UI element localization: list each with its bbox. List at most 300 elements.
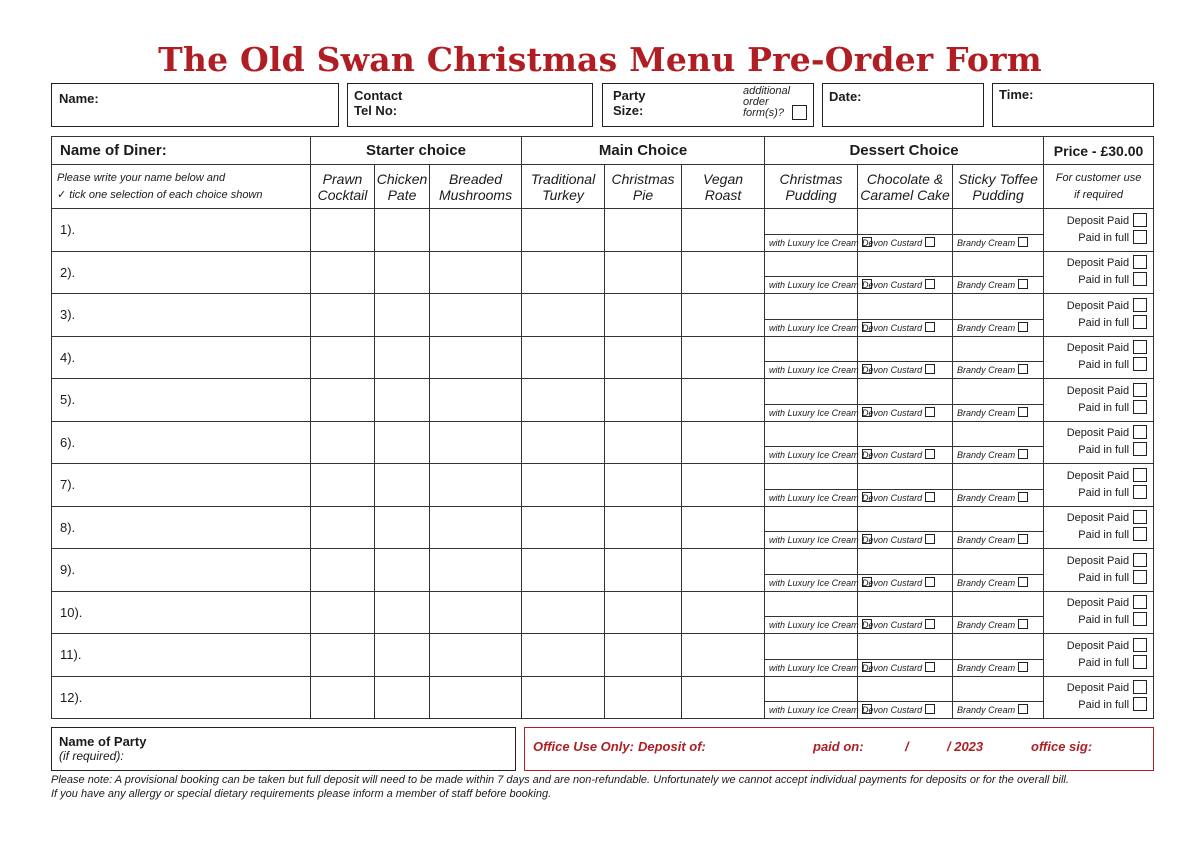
- choice-sticky-toffee-pudding-cell[interactable]: [953, 294, 1044, 337]
- name-instructions-line2: ✓ tick one selection of each choice shown: [57, 188, 263, 201]
- choice-sticky-toffee-pudding-cell[interactable]: [953, 336, 1044, 379]
- choice-chicken-pate-cell[interactable]: [375, 209, 430, 252]
- footnote: [51, 773, 1161, 801]
- choice-vegan-roast-cell[interactable]: [682, 209, 765, 252]
- party-size-field[interactable]: [602, 83, 814, 127]
- paid-on-label: paid on:: [813, 739, 864, 754]
- choice-traditional-turkey-cell[interactable]: [522, 464, 605, 507]
- row-number: 6).: [60, 434, 76, 450]
- choice-sticky-toffee-pudding-cell[interactable]: [953, 506, 1044, 549]
- choice-vegan-roast-cell[interactable]: [682, 336, 765, 379]
- forms-label: form(s)?: [743, 107, 784, 119]
- choice-breaded-mushrooms-cell[interactable]: [430, 209, 522, 252]
- dessert-option-label: Brandy Cream: [957, 365, 1016, 375]
- dessert-option: [765, 659, 857, 676]
- deposit-paid-label: Deposit Paid: [1066, 512, 1130, 525]
- choice-chicken-pate-cell[interactable]: [375, 464, 430, 507]
- dessert-option: [858, 531, 952, 548]
- dessert-option-checkbox[interactable]: [1018, 662, 1028, 672]
- deposit-paid-checkbox[interactable]: [1133, 383, 1147, 397]
- dessert-option: [953, 659, 1043, 676]
- office-sig-label: office sig:: [1031, 739, 1093, 754]
- choice-christmas-pudding-cell[interactable]: [765, 336, 858, 379]
- deposit-paid-label: Deposit Paid: [1066, 469, 1130, 482]
- row-number: 3).: [60, 307, 76, 323]
- choice-prawn-cocktail-cell[interactable]: [311, 294, 375, 337]
- choice-breaded-mushrooms-cell[interactable]: [430, 676, 522, 719]
- choice-christmas-pudding-cell[interactable]: [765, 464, 858, 507]
- order-label: order: [743, 96, 769, 108]
- choice-chicken-pate-cell[interactable]: [375, 591, 430, 634]
- table-row: [52, 591, 1154, 634]
- choice-christmas-pie-cell[interactable]: [605, 549, 682, 592]
- choice-traditional-turkey-cell[interactable]: [522, 251, 605, 294]
- table-row: [52, 209, 1154, 252]
- dessert-option-label: Devon Custard: [862, 577, 923, 588]
- main-traditional-turkey: Traditional Turkey: [522, 165, 605, 209]
- dessert-option: [765, 574, 857, 591]
- diner-name-cell[interactable]: [52, 591, 311, 634]
- dessert-option-checkbox[interactable]: [1018, 704, 1028, 714]
- choice-chocolate-caramel-cake-cell[interactable]: [858, 464, 953, 507]
- choice-sticky-toffee-pudding-cell[interactable]: [953, 676, 1044, 719]
- deposit-of-label: Deposit of:: [638, 739, 706, 754]
- diner-name-cell[interactable]: [52, 209, 311, 252]
- deposit-paid-checkbox[interactable]: [1133, 468, 1147, 482]
- paid-in-full-checkbox[interactable]: [1133, 442, 1147, 456]
- row-number: 8).: [60, 519, 76, 535]
- deposit-paid-label: Deposit Paid: [1066, 554, 1130, 567]
- payment-cell: [1044, 421, 1154, 464]
- dessert-option-label: with Luxury Ice Cream: [769, 450, 859, 460]
- choice-traditional-turkey-cell[interactable]: [522, 676, 605, 719]
- choice-chicken-pate-cell[interactable]: [375, 251, 430, 294]
- dessert-option-label: with Luxury Ice Cream: [769, 365, 859, 375]
- dessert-option: [858, 616, 952, 633]
- main-christmas-pie: Christmas Pie: [605, 165, 682, 209]
- choice-breaded-mushrooms-cell[interactable]: [430, 251, 522, 294]
- choice-traditional-turkey-cell[interactable]: [522, 379, 605, 422]
- choice-sticky-toffee-pudding-cell[interactable]: [953, 464, 1044, 507]
- dessert-option: [858, 489, 952, 506]
- dessert-option-label: with Luxury Ice Cream: [769, 322, 859, 333]
- choice-prawn-cocktail-cell[interactable]: [311, 251, 375, 294]
- dessert-option: [858, 404, 952, 421]
- row-number: 11).: [60, 647, 82, 663]
- time-field[interactable]: [992, 83, 1154, 127]
- choice-christmas-pudding-cell[interactable]: [765, 251, 858, 294]
- dessert-option-checkbox[interactable]: [1018, 407, 1028, 417]
- dessert-option-label: Brandy Cream: [957, 620, 1016, 630]
- choice-sticky-toffee-pudding-cell[interactable]: [953, 591, 1044, 634]
- date-field[interactable]: [822, 83, 984, 127]
- name-instructions-line1: Please write your name below and: [57, 171, 226, 184]
- dessert-option-label: Brandy Cream: [957, 577, 1016, 588]
- paid-in-full-checkbox[interactable]: [1133, 230, 1147, 244]
- starter-chicken-pate: Chicken Pate: [375, 165, 430, 209]
- dessert-option: [858, 276, 952, 293]
- choice-vegan-roast-cell[interactable]: [682, 294, 765, 337]
- dessert-option: [765, 616, 857, 633]
- dessert-option-label: with Luxury Ice Cream: [769, 237, 859, 248]
- name-field[interactable]: [51, 83, 339, 127]
- paid-in-full-label: Paid in full: [1078, 656, 1130, 669]
- deposit-paid-label: Deposit Paid: [1066, 682, 1130, 695]
- choice-christmas-pudding-cell[interactable]: [765, 549, 858, 592]
- choice-breaded-mushrooms-cell[interactable]: [430, 549, 522, 592]
- paid-in-full-label: Paid in full: [1078, 274, 1130, 287]
- choice-chicken-pate-cell[interactable]: [375, 676, 430, 719]
- dessert-option-checkbox[interactable]: [925, 704, 935, 714]
- choice-prawn-cocktail-cell[interactable]: [311, 379, 375, 422]
- dessert-option-label: Brandy Cream: [957, 280, 1016, 290]
- choice-christmas-pie-cell[interactable]: [605, 421, 682, 464]
- choice-prawn-cocktail-cell[interactable]: [311, 591, 375, 634]
- dessert-option-label: Devon Custard: [862, 237, 923, 248]
- paid-in-full-checkbox[interactable]: [1133, 527, 1147, 541]
- dessert-header: Dessert Choice: [765, 137, 1044, 165]
- contact-tel-field[interactable]: [347, 83, 593, 127]
- dessert-option-label: Devon Custard: [862, 365, 923, 375]
- deposit-paid-checkbox[interactable]: [1133, 510, 1147, 524]
- choice-prawn-cocktail-cell[interactable]: [311, 209, 375, 252]
- choice-christmas-pudding-cell[interactable]: [765, 591, 858, 634]
- deposit-paid-label: Deposit Paid: [1066, 299, 1130, 312]
- table-row: [52, 294, 1154, 337]
- choice-chicken-pate-cell[interactable]: [375, 634, 430, 677]
- paid-in-full-checkbox[interactable]: [1133, 272, 1147, 286]
- dessert-option: [858, 659, 952, 676]
- row-number: 5).: [60, 392, 76, 408]
- diner-name-cell[interactable]: [52, 464, 311, 507]
- dessert-option-checkbox[interactable]: [925, 577, 935, 587]
- table-row: [52, 549, 1154, 592]
- choice-chocolate-caramel-cake-cell[interactable]: [858, 421, 953, 464]
- choice-vegan-roast-cell[interactable]: [682, 251, 765, 294]
- choice-christmas-pie-cell[interactable]: [605, 336, 682, 379]
- choice-prawn-cocktail-cell[interactable]: [311, 464, 375, 507]
- payment-cell: [1044, 294, 1154, 337]
- row-number: 4).: [60, 349, 76, 365]
- dessert-option-label: Devon Custard: [862, 280, 923, 290]
- dessert-option-checkbox[interactable]: [925, 279, 935, 289]
- deposit-paid-checkbox[interactable]: [1133, 595, 1147, 609]
- dessert-option-checkbox[interactable]: [925, 662, 935, 672]
- diner-name-cell[interactable]: [52, 676, 311, 719]
- row-number: 2).: [60, 264, 76, 280]
- diner-name-cell[interactable]: [52, 634, 311, 677]
- deposit-paid-label: Deposit Paid: [1066, 597, 1130, 610]
- choice-christmas-pudding-cell[interactable]: [765, 634, 858, 677]
- payment-cell: [1044, 634, 1154, 677]
- choice-chocolate-caramel-cake-cell[interactable]: [858, 591, 953, 634]
- dessert-option: [858, 701, 952, 718]
- choice-vegan-roast-cell[interactable]: [682, 634, 765, 677]
- dessert-option-checkbox[interactable]: [925, 492, 935, 502]
- choice-chocolate-caramel-cake-cell[interactable]: [858, 676, 953, 719]
- starter-breaded-mushrooms: Breaded Mushrooms: [430, 165, 522, 209]
- choice-traditional-turkey-cell[interactable]: [522, 294, 605, 337]
- choice-christmas-pie-cell[interactable]: [605, 506, 682, 549]
- dessert-option: [953, 276, 1043, 293]
- name-instructions: [52, 165, 311, 209]
- dessert-option: [858, 574, 952, 591]
- dessert-option-checkbox[interactable]: [1018, 534, 1028, 544]
- choice-sticky-toffee-pudding-cell[interactable]: [953, 209, 1044, 252]
- dessert-option-checkbox[interactable]: [1018, 237, 1028, 247]
- choice-chocolate-caramel-cake-cell[interactable]: [858, 506, 953, 549]
- dessert-option-checkbox[interactable]: [925, 407, 935, 417]
- row-number: 12).: [60, 689, 83, 705]
- tel-label: Tel No:: [354, 103, 398, 118]
- footnote-line1: Please note: A provisional booking can be taken but full deposit will need to be made within 7 days and are non-refundable. Unfortunately we cannot accept individual payments for deposits or for the overall bill.: [51, 774, 1069, 786]
- choice-breaded-mushrooms-cell[interactable]: [430, 379, 522, 422]
- payment-cell: [1044, 379, 1154, 422]
- dessert-option-checkbox[interactable]: [1018, 619, 1028, 629]
- dessert-option-checkbox[interactable]: [1018, 449, 1028, 459]
- choice-sticky-toffee-pudding-cell[interactable]: [953, 549, 1044, 592]
- additional-label: additional: [743, 85, 791, 97]
- choice-chocolate-caramel-cake-cell[interactable]: [858, 634, 953, 677]
- dessert-option-checkbox[interactable]: [1018, 492, 1028, 502]
- choice-christmas-pie-cell[interactable]: [605, 591, 682, 634]
- choice-sticky-toffee-pudding-cell[interactable]: [953, 634, 1044, 677]
- dessert-chocolate-caramel-cake: Chocolate & Caramel Cake: [858, 165, 953, 209]
- price-subheader: For customer use if required: [1044, 165, 1154, 209]
- dessert-option: [953, 489, 1043, 506]
- dessert-option: [953, 361, 1043, 378]
- choice-vegan-roast-cell[interactable]: [682, 549, 765, 592]
- dessert-option-label: with Luxury Ice Cream: [769, 492, 859, 503]
- choice-christmas-pie-cell[interactable]: [605, 676, 682, 719]
- dessert-option: [765, 531, 857, 548]
- choice-traditional-turkey-cell[interactable]: [522, 336, 605, 379]
- diner-name-cell[interactable]: [52, 379, 311, 422]
- choice-christmas-pudding-cell[interactable]: [765, 506, 858, 549]
- dessert-option-checkbox[interactable]: [1018, 322, 1028, 332]
- choice-traditional-turkey-cell[interactable]: [522, 634, 605, 677]
- footnote-line2: If you have any allergy or special dietary requirements please inform a member of staff before booking.: [51, 788, 552, 800]
- choice-prawn-cocktail-cell[interactable]: [311, 676, 375, 719]
- choice-chocolate-caramel-cake-cell[interactable]: [858, 379, 953, 422]
- deposit-paid-checkbox[interactable]: [1133, 425, 1147, 439]
- additional-forms-checkbox[interactable]: [792, 105, 807, 120]
- row-number: 9).: [60, 562, 76, 578]
- diner-name-cell[interactable]: [52, 251, 311, 294]
- dessert-option-checkbox[interactable]: [925, 534, 935, 544]
- table-row: [52, 676, 1154, 719]
- dessert-option: [765, 446, 857, 463]
- main-vegan-roast: Vegan Roast: [682, 165, 765, 209]
- dessert-option-label: Brandy Cream: [957, 322, 1016, 333]
- diner-name-cell[interactable]: [52, 336, 311, 379]
- price-header: Price - £30.00: [1044, 137, 1154, 165]
- dessert-option: [953, 531, 1043, 548]
- deposit-paid-checkbox[interactable]: [1133, 213, 1147, 227]
- deposit-paid-checkbox[interactable]: [1133, 255, 1147, 269]
- choice-traditional-turkey-cell[interactable]: [522, 421, 605, 464]
- dessert-option-label: Brandy Cream: [957, 492, 1016, 503]
- contact-label: Contact: [354, 88, 403, 103]
- table-row: [52, 421, 1154, 464]
- paid-in-full-checkbox[interactable]: [1133, 485, 1147, 499]
- choice-vegan-roast-cell[interactable]: [682, 379, 765, 422]
- dessert-option: [765, 701, 857, 718]
- dessert-option-label: Devon Custard: [862, 450, 923, 460]
- choice-chicken-pate-cell[interactable]: [375, 506, 430, 549]
- dessert-option: [765, 234, 857, 251]
- choice-christmas-pie-cell[interactable]: [605, 294, 682, 337]
- table-row: [52, 336, 1154, 379]
- diner-name-cell[interactable]: [52, 506, 311, 549]
- choice-vegan-roast-cell[interactable]: [682, 591, 765, 634]
- choice-christmas-pudding-cell[interactable]: [765, 379, 858, 422]
- party-name-sub: (if required):: [59, 749, 124, 763]
- choice-prawn-cocktail-cell[interactable]: [311, 336, 375, 379]
- dessert-option: [765, 276, 857, 293]
- paid-in-full-checkbox[interactable]: [1133, 357, 1147, 371]
- choice-sticky-toffee-pudding-cell[interactable]: [953, 251, 1044, 294]
- choice-sticky-toffee-pudding-cell[interactable]: [953, 421, 1044, 464]
- paid-in-full-label: Paid in full: [1078, 486, 1130, 499]
- dessert-option-label: Devon Custard: [862, 407, 923, 418]
- choice-christmas-pie-cell[interactable]: [605, 209, 682, 252]
- dessert-option: [765, 489, 857, 506]
- choice-chicken-pate-cell[interactable]: [375, 379, 430, 422]
- paid-in-full-label: Paid in full: [1078, 444, 1130, 457]
- size-label: Size:: [613, 103, 644, 118]
- dessert-option-label: Devon Custard: [862, 620, 923, 630]
- choice-traditional-turkey-cell[interactable]: [522, 506, 605, 549]
- choice-christmas-pie-cell[interactable]: [605, 464, 682, 507]
- diner-name-cell[interactable]: [52, 549, 311, 592]
- paid-in-full-checkbox[interactable]: [1133, 697, 1147, 711]
- choice-prawn-cocktail-cell[interactable]: [311, 506, 375, 549]
- order-table: [51, 136, 1154, 719]
- choice-christmas-pie-cell[interactable]: [605, 379, 682, 422]
- deposit-paid-label: Deposit Paid: [1066, 639, 1130, 652]
- choice-breaded-mushrooms-cell[interactable]: [430, 294, 522, 337]
- dessert-option-checkbox[interactable]: [925, 322, 935, 332]
- choice-prawn-cocktail-cell[interactable]: [311, 421, 375, 464]
- choice-breaded-mushrooms-cell[interactable]: [430, 421, 522, 464]
- diner-name-cell[interactable]: [52, 421, 311, 464]
- choice-christmas-pie-cell[interactable]: [605, 251, 682, 294]
- date-slash-2: / 2023: [947, 739, 984, 754]
- dessert-option-checkbox[interactable]: [1018, 279, 1028, 289]
- starter-prawn-cocktail: Prawn Cocktail: [311, 165, 375, 209]
- choice-chocolate-caramel-cake-cell[interactable]: [858, 549, 953, 592]
- choice-christmas-pudding-cell[interactable]: [765, 294, 858, 337]
- dessert-option-checkbox[interactable]: [925, 364, 935, 374]
- dessert-sticky-toffee-pudding: Sticky Toffee Pudding: [953, 165, 1044, 209]
- choice-breaded-mushrooms-cell[interactable]: [430, 591, 522, 634]
- dessert-option: [858, 361, 952, 378]
- party-name-field[interactable]: [51, 727, 516, 771]
- choice-vegan-roast-cell[interactable]: [682, 676, 765, 719]
- choice-breaded-mushrooms-cell[interactable]: [430, 336, 522, 379]
- starter-header: Starter choice: [311, 137, 522, 165]
- dessert-option-checkbox[interactable]: [925, 237, 935, 247]
- dessert-option: [858, 319, 952, 336]
- choice-vegan-roast-cell[interactable]: [682, 421, 765, 464]
- deposit-paid-checkbox[interactable]: [1133, 638, 1147, 652]
- choice-chocolate-caramel-cake-cell[interactable]: [858, 209, 953, 252]
- dessert-option-label: Brandy Cream: [957, 662, 1016, 673]
- choice-traditional-turkey-cell[interactable]: [522, 549, 605, 592]
- dessert-option-checkbox[interactable]: [925, 619, 935, 629]
- paid-in-full-checkbox[interactable]: [1133, 655, 1147, 669]
- form-title: The Old Swan Christmas Menu Pre-Order Form: [158, 40, 1042, 79]
- choice-breaded-mushrooms-cell[interactable]: [430, 506, 522, 549]
- deposit-paid-checkbox[interactable]: [1133, 680, 1147, 694]
- dessert-option: [858, 446, 952, 463]
- deposit-paid-label: Deposit Paid: [1066, 427, 1130, 440]
- choice-vegan-roast-cell[interactable]: [682, 464, 765, 507]
- deposit-paid-checkbox[interactable]: [1133, 553, 1147, 567]
- date-label: Date:: [829, 89, 862, 104]
- choice-christmas-pudding-cell[interactable]: [765, 676, 858, 719]
- choice-chicken-pate-cell[interactable]: [375, 294, 430, 337]
- diner-name-cell[interactable]: [52, 294, 311, 337]
- deposit-paid-checkbox[interactable]: [1133, 298, 1147, 312]
- dessert-option-label: with Luxury Ice Cream: [769, 407, 859, 418]
- choice-prawn-cocktail-cell[interactable]: [311, 634, 375, 677]
- paid-in-full-checkbox[interactable]: [1133, 570, 1147, 584]
- table-row: [52, 506, 1154, 549]
- office-use-box: [524, 727, 1154, 771]
- choice-chocolate-caramel-cake-cell[interactable]: [858, 336, 953, 379]
- choice-chicken-pate-cell[interactable]: [375, 421, 430, 464]
- choice-breaded-mushrooms-cell[interactable]: [430, 634, 522, 677]
- choice-christmas-pudding-cell[interactable]: [765, 421, 858, 464]
- payment-cell: [1044, 676, 1154, 719]
- party-label: Party: [613, 88, 646, 103]
- choice-sticky-toffee-pudding-cell[interactable]: [953, 379, 1044, 422]
- paid-in-full-label: Paid in full: [1078, 359, 1130, 372]
- choice-chicken-pate-cell[interactable]: [375, 336, 430, 379]
- choice-traditional-turkey-cell[interactable]: [522, 209, 605, 252]
- paid-in-full-checkbox[interactable]: [1133, 315, 1147, 329]
- dessert-option-checkbox[interactable]: [925, 449, 935, 459]
- choice-vegan-roast-cell[interactable]: [682, 506, 765, 549]
- payment-cell: [1044, 549, 1154, 592]
- dessert-option: [953, 574, 1043, 591]
- dessert-option-checkbox[interactable]: [1018, 577, 1028, 587]
- deposit-paid-label: Deposit Paid: [1066, 384, 1130, 397]
- choice-breaded-mushrooms-cell[interactable]: [430, 464, 522, 507]
- paid-in-full-label: Paid in full: [1078, 529, 1130, 542]
- choice-prawn-cocktail-cell[interactable]: [311, 549, 375, 592]
- choice-christmas-pudding-cell[interactable]: [765, 209, 858, 252]
- row-number: 1).: [60, 222, 76, 238]
- dessert-option-checkbox[interactable]: [1018, 364, 1028, 374]
- payment-cell: [1044, 591, 1154, 634]
- deposit-paid-checkbox[interactable]: [1133, 340, 1147, 354]
- table-row: [52, 464, 1154, 507]
- paid-in-full-checkbox[interactable]: [1133, 400, 1147, 414]
- choice-christmas-pie-cell[interactable]: [605, 634, 682, 677]
- choice-traditional-turkey-cell[interactable]: [522, 591, 605, 634]
- choice-chocolate-caramel-cake-cell[interactable]: [858, 251, 953, 294]
- choice-chicken-pate-cell[interactable]: [375, 549, 430, 592]
- paid-in-full-checkbox[interactable]: [1133, 612, 1147, 626]
- dessert-option: [953, 404, 1043, 421]
- paid-in-full-label: Paid in full: [1078, 316, 1130, 329]
- paid-in-full-label: Paid in full: [1078, 231, 1130, 244]
- table-row: [52, 251, 1154, 294]
- choice-chocolate-caramel-cake-cell[interactable]: [858, 294, 953, 337]
